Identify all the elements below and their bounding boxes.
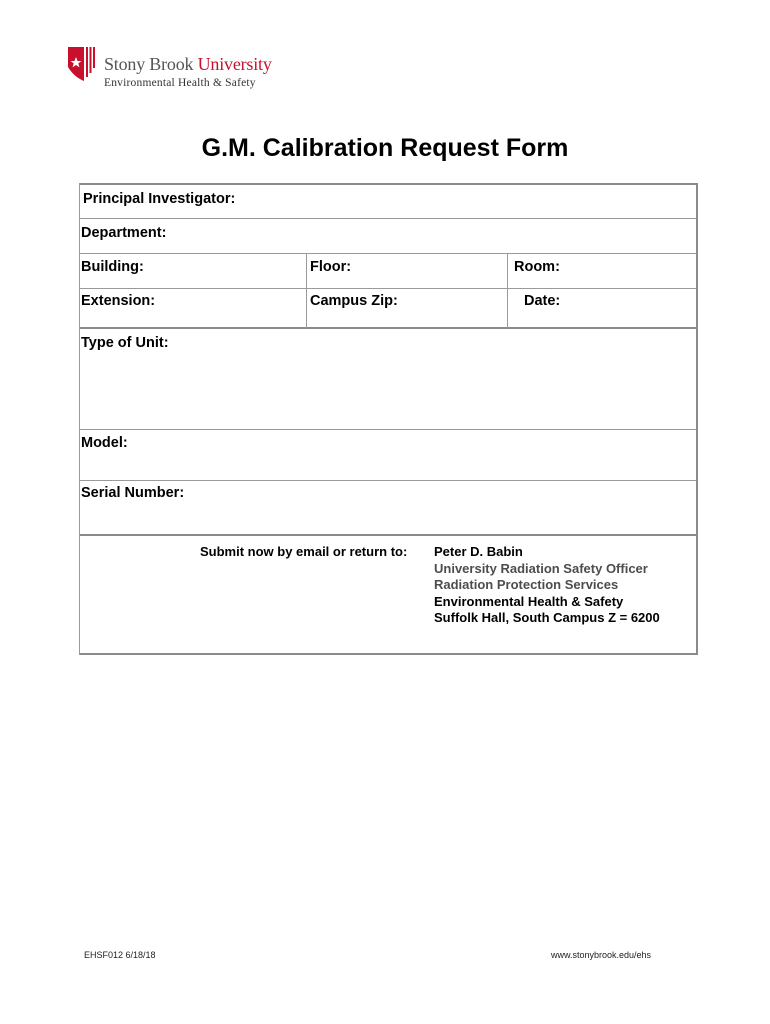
form-divider [80,288,696,289]
form-border-bottom [80,653,696,655]
logo-shield-icon [66,45,98,83]
address-office: Radiation Protection Services [434,577,619,592]
column-divider [306,253,307,328]
form-divider [80,327,696,329]
logo-brand [104,54,272,75]
form-divider [80,218,696,219]
logo-brand-university: University [197,54,272,74]
logo-subtitle: Environmental Health & Safety [104,77,256,89]
principal-investigator-field[interactable]: Principal Investigator: [83,191,236,207]
type-of-unit-field[interactable]: Type of Unit: [81,335,169,351]
date-field[interactable]: Date: [524,293,561,309]
room-field[interactable]: Room: [514,259,560,275]
address-department: Environmental Health & Safety [434,593,624,609]
form-code: EHSF012 6/18/18 [84,950,156,960]
footer-url[interactable]: www.stonybrook.edu/ehs [551,950,652,960]
form-divider [80,253,696,254]
form-title: G.M. Calibration Request Form [201,134,569,162]
logo-brand-name: Stony Brook [104,54,194,74]
address-title: University Radiation Safety Officer [434,560,648,576]
building-field[interactable]: Building: [81,259,144,275]
calibration-form [79,183,698,655]
return-address [434,544,660,627]
department-field[interactable]: Department: [81,225,167,241]
university-logo [66,45,296,95]
floor-field[interactable]: Floor: [310,259,352,275]
form-divider [80,480,696,481]
form-divider [80,429,696,430]
serial-number-field[interactable]: Serial Number: [81,485,185,501]
submit-instructions: Submit now by email or return to: [200,544,408,559]
form-border-top [80,183,696,185]
address-name: Peter D. Babin [434,544,523,559]
form-divider [80,534,696,536]
column-divider [507,253,508,328]
extension-field[interactable]: Extension: [81,293,156,309]
campus-zip-field[interactable]: Campus Zip: [310,293,398,309]
address-location: Suffolk Hall, South Campus Z = 6200 [434,610,660,625]
model-field[interactable]: Model: [81,435,128,451]
